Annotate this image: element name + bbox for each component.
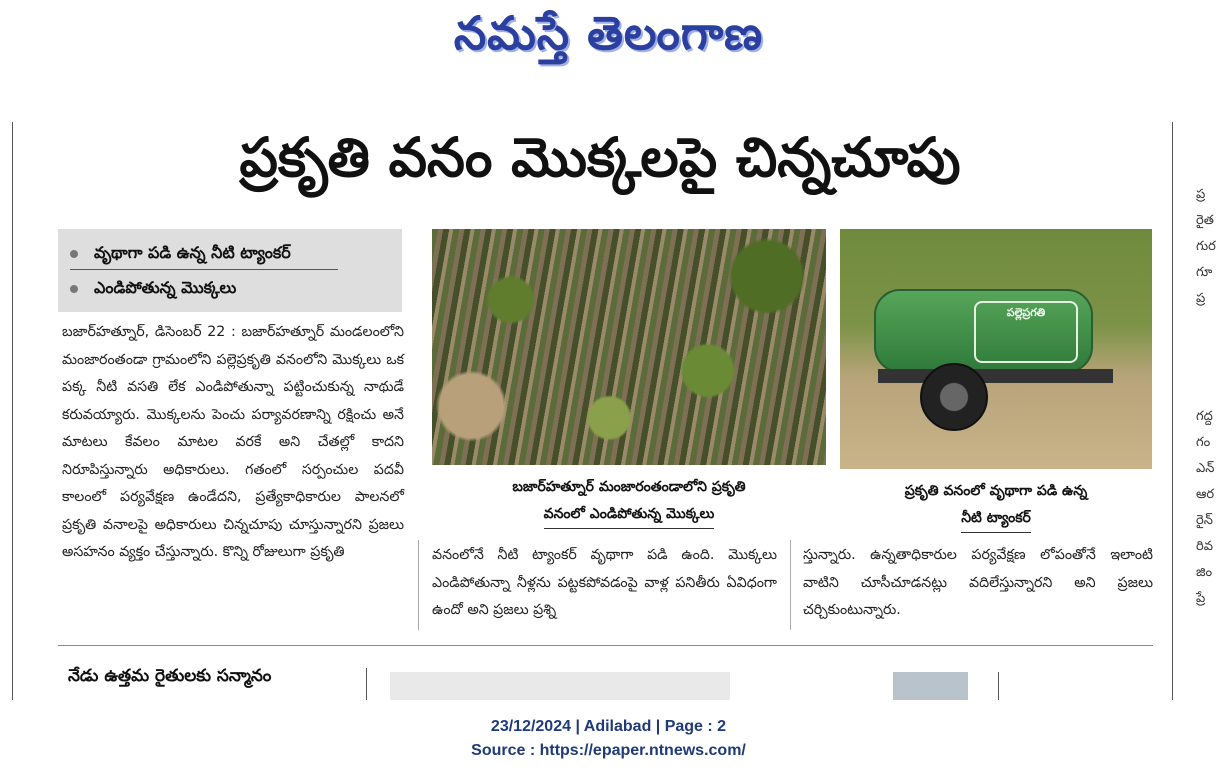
adjacent-text: జిం (1196, 565, 1213, 580)
bullet-icon (70, 250, 78, 258)
adjacent-text: రైత (1196, 213, 1214, 228)
adjacent-text: గం (1196, 435, 1211, 450)
adjacent-text: ప్ర (1196, 187, 1206, 202)
trailer-bar (878, 369, 1113, 383)
adjacent-text: ప్ర (1196, 291, 1206, 306)
tanker-wheel (920, 363, 988, 431)
adjacent-text: ప్రే (1196, 591, 1206, 606)
next-story-divider (366, 668, 367, 700)
adjacent-text: గద్ద (1196, 409, 1213, 424)
water-tanker-photo (840, 229, 1152, 469)
next-story-divider (998, 672, 999, 700)
page-footer (0, 700, 1217, 781)
highlights-box (58, 229, 402, 312)
highlight-text: వృథాగా పడి ఉన్న నీటి ట్యాంకర్ (94, 242, 291, 262)
adjacent-column-bottom (1196, 404, 1216, 612)
article-headline: ప్రకృతి వనం మొక్కలపై చిన్నచూపు (239, 125, 961, 189)
masthead (0, 0, 1217, 78)
article-column-2: వనంలోనే నీటి ట్యాంకర్ వృథాగా పడి ఉంది. మొక్కలు ఎండిపోతున్నా నీళ్లను పట్టకపోవడంపై వాళ్ల పనితీరు ఏవిధంగా ఉందో అని ప్రజలు ప్రశ్ని (432, 547, 777, 618)
next-story-headline: నేడు ఉత్తమ రైతులకు సన్మానం (68, 666, 272, 686)
left-divider (12, 122, 13, 700)
adjacent-text: గుర (1196, 239, 1216, 254)
adjacent-text: గూ (1196, 265, 1213, 280)
adjacent-column-top (1196, 182, 1216, 312)
tanker-body (874, 289, 1093, 373)
adjacent-text: ఆర (1196, 487, 1215, 502)
article-column-3: స్తున్నారు. ఉన్నతాధికారుల పర్యవేక్షణ లోపంతోనే ఇలాంటి వాటిని చూసీచూడనట్లు వదిలేస్తున్నారని అని ప్రజలు చర్చికుంటున్నారు. (803, 547, 1153, 618)
highlight-item (70, 239, 338, 270)
adjacent-text: ఎన్ (1196, 461, 1215, 476)
adjacent-text: రైన్ (1196, 513, 1213, 528)
bullet-icon (70, 285, 78, 293)
photo1-caption (432, 474, 826, 529)
photo2-caption-line1: ప్రకృతి వనంలో వృథాగా పడి ఉన్న (904, 483, 1088, 499)
newspaper-title: నమస్తే తెలంగాణ (453, 6, 764, 60)
story-separator (58, 645, 1153, 646)
column-divider (418, 540, 419, 630)
photo1-caption-line2: వనంలో ఎండిపోతున్న మొక్కలు (544, 501, 715, 529)
article-column-1: బజార్‌హత్నూర్, డిసెంబర్ 22 : బజార్‌హత్నూర్ మండలంలోని మంజారంతండా గ్రామంలోని పల్లెప్రకృతి వనంలోని మొక్కలు ఒక పక్క నీటి వసతి లేక ఎండిపోతున్నా పట్టించుకున్న నాథుడే కరువయ్యారు. మొక్కలను పెంచు పర్యావరణాన్ని రక్షించు అనే మాటలు కేవలం మాటల వరకే అని చేతల్లో కాదని నిరూపిస్తున్నారు అధికారులు. గతంలో సర్పంచుల పదవీ కాలంలో పర్యవేక్షణ ఉండేదని, ప్రత్యేకాధికారుల పాలనలో ప్రకృతి వనాలపై అధికారులు చిన్నచూపు చూస్తున్నారని ప్రజలు అసహనం వ్యక్తం చేస్తున్నారు. కొన్ని రోజులుగా ప్రకృతి (62, 324, 404, 560)
edition-info: 23/12/2024 | Adilabad | Page : 2 (490, 718, 727, 735)
photo2-caption (840, 478, 1152, 533)
source-link[interactable]: Source : https://epaper.ntnews.com/ (471, 742, 746, 759)
highlight-text: ఎండిపోతున్న మొక్కలు (94, 277, 237, 297)
right-divider (1172, 122, 1173, 700)
photo1-caption-line1: బజార్‌హత్నూర్ మంజారంతండాలోని ప్రకృతి (512, 479, 746, 495)
adjacent-text: రివ (1196, 539, 1213, 554)
dried-plants-photo (432, 229, 826, 465)
highlight-item (70, 274, 390, 304)
next-story-image-strip (893, 672, 968, 700)
photo2-caption-line2: నీటి ట్యాంకర్ (961, 505, 1031, 533)
next-story-image-strip (390, 672, 730, 700)
column-divider (790, 540, 791, 630)
tanker-label: పల్లెప్రగతి (974, 301, 1078, 363)
